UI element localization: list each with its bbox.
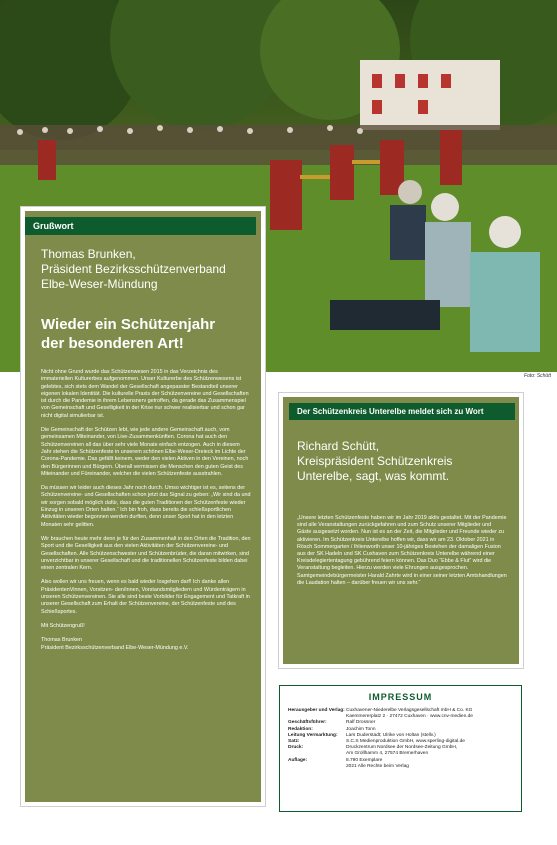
body-paragraph: Die Gemeinschaft der Schützen lebt, wie jede andere Gemeinschaft auch, vom gemeinsamen Miteinander, von Live-Zusammenkünften. Corona hat auch den Schützenvereinen all das über sehr viele Monate einfach entzogen. Auch in diesem Jahr stehen die Schützenfeste in unserem schönen Elbe-Weser-Dreieck im Lichte der Corona-Pandemie. Das gefällt keinem, weder den vielen Aktiven in den Vereinen, noch den Bürgerinnen und Bürgern. Überall vermissen die Menschen den guten Geist des Miteinander und Füreinander, welcher die vielen Schützenfeste ausstrahlen. (41, 427, 249, 477)
kreis-tag: Der Schützenkreis Unterelbe meldet sich zu Wort (289, 403, 515, 420)
photo-credit: Foto: Schütt (524, 373, 551, 379)
impressum-value: S.C.S Medienproduktion GmbH, www.sperling-digital.de (346, 739, 465, 745)
impressum-key: Redaktion: (288, 726, 313, 732)
grusswort-panel (20, 206, 266, 807)
signature: Thomas Brunken Präsident Bezirksschützenverband Elbe-Weser-Mündung e.V. (41, 637, 189, 651)
headline-line: der besonderen Art! (41, 335, 184, 352)
grusswort-body (41, 369, 251, 659)
kreis-headline (297, 439, 507, 484)
impressum-value: 2021 Alle Rechte beim Verlag (346, 763, 409, 769)
impressum-key: Auflage: (288, 757, 308, 763)
impressum-value: Druckzentrum Nordsee der Nordsee-Zeitung GmbH, (346, 745, 458, 751)
impressum-value: Cuxhavener-Niederelbe Verlagsgesellschaft mbH & Co. KG (346, 708, 473, 713)
body-paragraph: Da müssen wir leider auch dieses Jahr noch durch. Umso wichtiger ist es, seitens der Schützenvereine- und Gesellschaften schon jetzt das Signal zu geben: „Wir sind da und wir sorgen sobald möglich dafür, dass die guten Traditionen der Schützenfeste wieder Einzug in unseren Orten halten.“ Ich bin froh, dass bereits die schießsportlichen Aktivitäten wieder begonnen werden durften, denn unser Sport hat in den letzten Monaten sehr gelitten. (41, 485, 251, 528)
kreis-headline-line: Unterelbe, sagt, was kommt. (297, 469, 450, 483)
impressum-key: Druck: (288, 745, 304, 751)
impressum-value: Joachim Tonn (346, 726, 376, 732)
grusswort-inner (25, 211, 261, 802)
kreis-panel (278, 392, 524, 669)
author-line: Thomas Brunken, (41, 247, 136, 261)
author-line: Elbe-Weser-Mündung (41, 277, 158, 291)
impressum-value: 8.790 Exemplare (346, 757, 383, 763)
kreis-headline-line: Kreispräsident Schützenkreis (297, 454, 453, 468)
impressum-value: Ralf Drossner (346, 720, 376, 726)
kreis-headline-line: Richard Schütt, (297, 439, 380, 453)
impressum-value: Kaemmererplatz 2 · 27472 Cuxhaven · www.cnv-medien.de (346, 714, 473, 720)
body-paragraph: Also wollen wir uns freuen, wenn es bald wieder losgehen darf! Ich danke allen PräsidentenVinnen, Vorsitzen- den/innen, Vorstandsmitgliedern und Würdenträgern in unseren Schützenvereinen. Sie alle sind beste Vorbilder für Engagement und Tatkraft in unserer Gesellschaft zum Erhalt der Schützenvereine, der Schützenfeste und des Schießsportes. (41, 579, 250, 615)
body-paragraph: Wir brauchen heute mehr denn je für den Zusammenhalt in den Orten die Tradition, den Sport und die Geselligkeit aus den vielen Aktivitäten der Schützenvereine- und Gesellschaften. Alle Schützenschwester und Schützenbrüder, die daran mitwirken, sind unverzichtbar in unserer Gesellschaft und die traditionellen Schützenfeste bilden dabei einen zentralen Kern. (41, 535, 251, 572)
grusswort-headline (41, 315, 251, 353)
impressum-key: Leitung Vermarktung: (288, 732, 338, 738)
impressum-key: Herausgeber und Verlag: (288, 708, 345, 713)
impressum-key (288, 764, 346, 770)
impressum-key: Satz: (288, 739, 300, 745)
impressum-value: Lars Duderstadt; Ulrike von Holtan (stellv.) (346, 732, 436, 738)
impressum-box (279, 685, 522, 812)
impressum-value: Am Grollhamm 4, 27574 Bremerhaven (346, 751, 429, 757)
author-line: Präsident Bezirksschützenverband (41, 262, 226, 276)
kreis-quote: „Unsere letzten Schützenfeste haben wir im Jahr 2019 aktiv gestaltet. Mit der Pandemie sind alle Veranstaltungen zurückgefahren und zum Schutz unserer Mitglieder und Gäste ausgesetzt worden. Nun ist es an der Zeit, die Mitglieder und Freunde wieder zu aktivieren. Im Schützenkreis Unterelbe hoffen wir, dass wir am 23. Oktober 2021 in Rösch Sommergarten / Ihlienworth unser 10-jähriges Bestehen der damaligen Fusion aus der SK Hadeln und SK Cuxhaven zum Schützenkreis Unterelbe während einer Kreisdelegiertentagung gebührend feiern können. Das Duo “Ebbe & Flut” wird die Veranstaltung begleiten. Hierzu werden viele Ehrungen ausgesprochen. Samtgemeindebürgermeister Harald Zahrte wird in einer seiner letzten Amtshandlungen die Laudation halten – darüber freuen wir uns sehr.“ (297, 515, 507, 586)
grusswort-tag: Grußwort (25, 217, 256, 235)
impressum-row (288, 764, 513, 770)
body-paragraph: Mit Schützengruß! (41, 622, 85, 629)
impressum-title: IMPRESSUM (368, 692, 433, 702)
body-paragraph: Nicht ohne Grund wurde das Schützenwesen 2015 in das Verzeichnis des immateriellen Kulturerbes aufgenommen. Unser Kulturerbe des Schützenwesens ist gelebtes, sich stets dem Wandel der Gesellschaft angepasster Bestandteil unserer eigenen lokalen Identität. Die kulturelle Praxis der Schützenvereine und Gesellschaften ist durch die Pandemie in ihrem Lebensnerv getroffen, da gerade das Zusammenspiel von Gemeinschaft und Geselligkeit in der Krise nur schwer realisierbar und schon gar nicht digital simulierbar ist. (41, 369, 249, 419)
impressum-key: Geschäftsführer: (288, 720, 327, 726)
grusswort-author (41, 247, 251, 292)
kreis-inner (283, 397, 519, 664)
headline-line: Wieder ein Schützenjahr (41, 316, 216, 333)
